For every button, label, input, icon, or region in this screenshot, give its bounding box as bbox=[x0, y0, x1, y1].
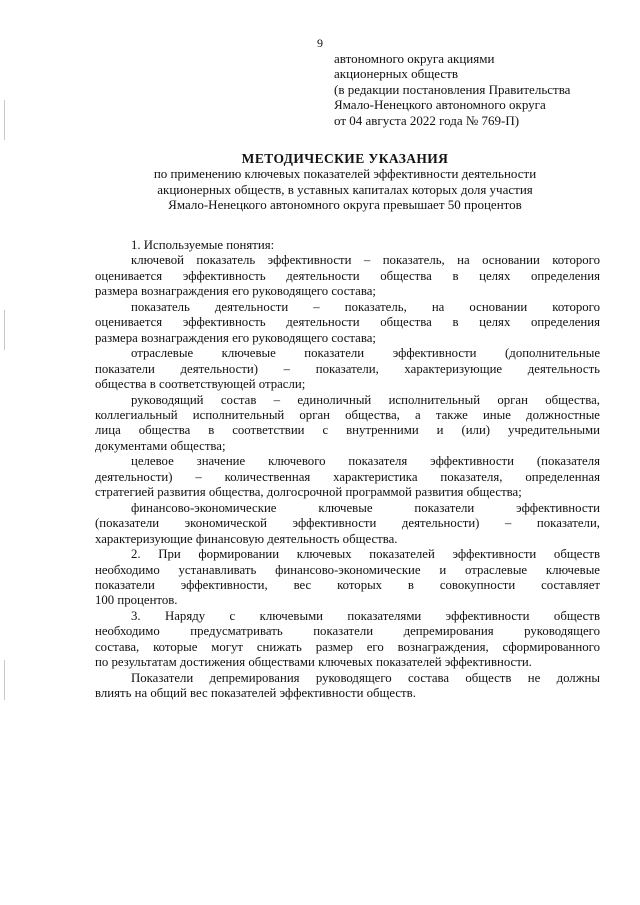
document-title: МЕТОДИЧЕСКИЕ УКАЗАНИЯ bbox=[241, 151, 449, 166]
paragraph-line: финансово-экономические ключевые показатели эффективности bbox=[131, 500, 600, 515]
paragraph-line: 100 процентов. bbox=[95, 593, 178, 608]
body-paragraph bbox=[95, 300, 600, 346]
paragraph-line: 3. Наряду с ключевыми показателями эффективности обществ bbox=[131, 608, 600, 623]
paragraph-line: оценивается эффективность деятельности общества в целях определения bbox=[95, 315, 600, 330]
paragraph-line: ключевой показатель эффективности – показатель, на основании которого bbox=[131, 253, 600, 268]
paragraph-line: документами общества; bbox=[95, 438, 226, 453]
body-paragraph bbox=[95, 346, 600, 392]
subtitle-line: Ямало-Ненецкого автономного округа превышает 50 процентов bbox=[168, 197, 522, 212]
body-paragraph bbox=[95, 253, 600, 299]
paragraph-line: необходимо устанавливать финансово-экономические и отраслевые ключевые bbox=[95, 562, 600, 577]
body-paragraph bbox=[95, 547, 600, 609]
subtitle-line: по применению ключевых показателей эффективности деятельности bbox=[153, 166, 537, 181]
paragraph-line: Показатели депремирования руководящего состава обществ не должны bbox=[131, 670, 600, 685]
paragraph-line: коллегиальный исполнительный орган общества, а также иные должностные bbox=[95, 407, 600, 422]
body-paragraph bbox=[95, 393, 600, 455]
paragraph-line: отраслевые ключевые показатели эффективности (дополнительные bbox=[131, 346, 600, 361]
paragraph-line: необходимо предусматривать показатели депремирования руководящего bbox=[95, 624, 600, 639]
paragraph-line: размера вознаграждения его руководящего состава; bbox=[95, 284, 376, 299]
edge-mark-top bbox=[4, 100, 5, 140]
paragraph-line: общества в соответствующей отрасли; bbox=[95, 377, 306, 392]
subtitle-line: акционерных обществ, в уставных капиталах которых доля участия bbox=[157, 181, 533, 197]
body-paragraph bbox=[95, 671, 600, 702]
paragraph-line: размера вознаграждения его руководящего состава; bbox=[95, 330, 376, 345]
body-paragraph bbox=[95, 454, 600, 500]
paragraph-line: лица общества в соответствии с внутренними и (или) учредительными bbox=[95, 423, 600, 438]
paragraph-line: влиять на общий вес показателей эффективности обществ. bbox=[95, 686, 416, 701]
edge-mark-bottom bbox=[4, 660, 5, 700]
body-paragraph bbox=[95, 501, 600, 547]
section-heading bbox=[95, 238, 600, 253]
paragraph-line: 1. Используемые понятия: bbox=[131, 238, 275, 252]
paragraph-line: деятельности) – количественная характеристика показателя, определенная bbox=[95, 469, 600, 484]
approval-header bbox=[334, 51, 624, 128]
body-paragraph bbox=[95, 609, 600, 671]
approval-header-line: автономного округа акциями bbox=[334, 51, 495, 66]
document-body bbox=[95, 238, 600, 702]
paragraph-line: показатель деятельности – показатель, на основании которого bbox=[131, 299, 600, 314]
page-number: 9 bbox=[317, 36, 323, 50]
approval-header-line: Ямало-Ненецкого автономного округа bbox=[334, 97, 546, 113]
paragraph-line: показатели деятельности) – показатели, характеризующие деятельность bbox=[95, 361, 600, 376]
paragraph-line: оценивается эффективность деятельности общества в целях определения bbox=[95, 268, 600, 283]
approval-header-line: от 04 августа 2022 года № 769-П) bbox=[334, 112, 520, 128]
paragraph-line: по результатам достижения обществами ключевых показателей эффективности. bbox=[95, 655, 532, 670]
approval-header-line: акционерных обществ bbox=[334, 66, 458, 82]
paragraph-line: показатели эффективности, вес которых в совокупности составляет bbox=[95, 577, 600, 592]
edge-mark-middle bbox=[4, 310, 5, 350]
paragraph-line: состава, которые могут снижать размер его вознаграждения, сформированного bbox=[95, 639, 600, 654]
paragraph-line: характеризующие финансовую деятельность общества. bbox=[95, 531, 398, 546]
paragraph-line: 2. При формировании ключевых показателей эффективности обществ bbox=[131, 547, 600, 562]
paragraph-line: стратегией развития общества, долгосрочной программой развития общества; bbox=[95, 485, 522, 500]
approval-header-line: (в редакции постановления Правительства bbox=[334, 81, 571, 97]
document-subtitle bbox=[80, 166, 610, 213]
paragraph-line: целевое значение ключевого показателя эффективности (показателя bbox=[131, 454, 600, 469]
paragraph-line: (показатели экономической эффективности деятельности) – показатели, bbox=[95, 516, 600, 531]
paragraph-line: руководящий состав – единоличный исполнительный орган общества, bbox=[131, 392, 600, 407]
